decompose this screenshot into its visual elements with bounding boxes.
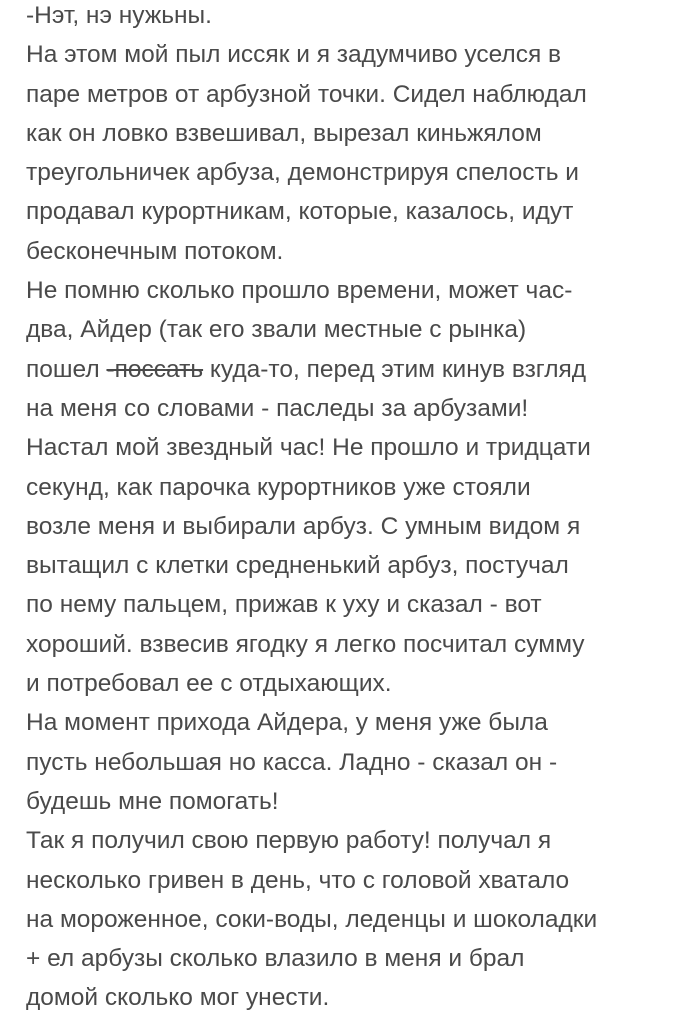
text-line: вытащил с клетки средненький арбуз, постучал xyxy=(26,552,569,580)
text-line: треугольничек арбуза, демонстрируя спелость и xyxy=(26,159,579,187)
text-line: Не помню сколько прошло времени, может час- xyxy=(26,277,573,305)
struck-text: -поссать xyxy=(106,355,204,383)
text-line: Так я получил свою первую работу! получал я xyxy=(26,827,552,855)
text-line: Настал мой звездный час! Не прошло и тридцати xyxy=(26,434,591,462)
text-line: пусть небольшая но касса. Ладно - сказал он - xyxy=(26,748,558,776)
text-line: На момент прихода Айдера, у меня уже была xyxy=(26,709,548,737)
text-line-with-strikethrough xyxy=(26,350,687,389)
text-line: домой сколько мог унести. xyxy=(26,984,330,1012)
text-line: будешь мне помогать! xyxy=(26,787,279,815)
text-line: + ел арбузы сколько влазило в меня и брал xyxy=(26,945,525,973)
text-line: два, Айдер (так его звали местные с рынка) xyxy=(26,316,527,344)
text-line: паре метров от арбузной точки. Сидел наблюдал xyxy=(26,80,587,108)
text-segment: куда-то, перед этим кинув взгляд xyxy=(203,355,587,383)
text-line: продавал курортникам, которые, казалось, идут xyxy=(26,198,574,226)
text-line: на мороженное, соки-воды, леденцы и шоколадки xyxy=(26,905,598,933)
text-line: бесконечным потоком. xyxy=(26,237,284,265)
text-line: На этом мой пыл иссяк и я задумчиво уселся в xyxy=(26,41,562,69)
text-body xyxy=(26,0,687,1018)
text-segment: пошел xyxy=(26,355,107,383)
text-line: хороший. взвесив ягодку я легко посчитал сумму xyxy=(26,630,585,658)
text-line: -Нэт, нэ нужьны. xyxy=(26,2,212,29)
text-line: по нему пальцем, прижав к уху и сказал - вот xyxy=(26,591,542,619)
text-line: как он ловко взвешивал, вырезал киньжялом xyxy=(26,119,542,147)
text-line: возле меня и выбирали арбуз. С умным видом я xyxy=(26,512,581,540)
text-line: секунд, как парочка курортников уже стояли xyxy=(26,473,531,501)
text-line: и потребовал ее с отдыхающих. xyxy=(26,670,392,698)
text-line: на меня со словами - паследы за арбузами! xyxy=(26,394,529,422)
text-line: несколько гривен в день, что с головой хватало xyxy=(26,866,570,894)
